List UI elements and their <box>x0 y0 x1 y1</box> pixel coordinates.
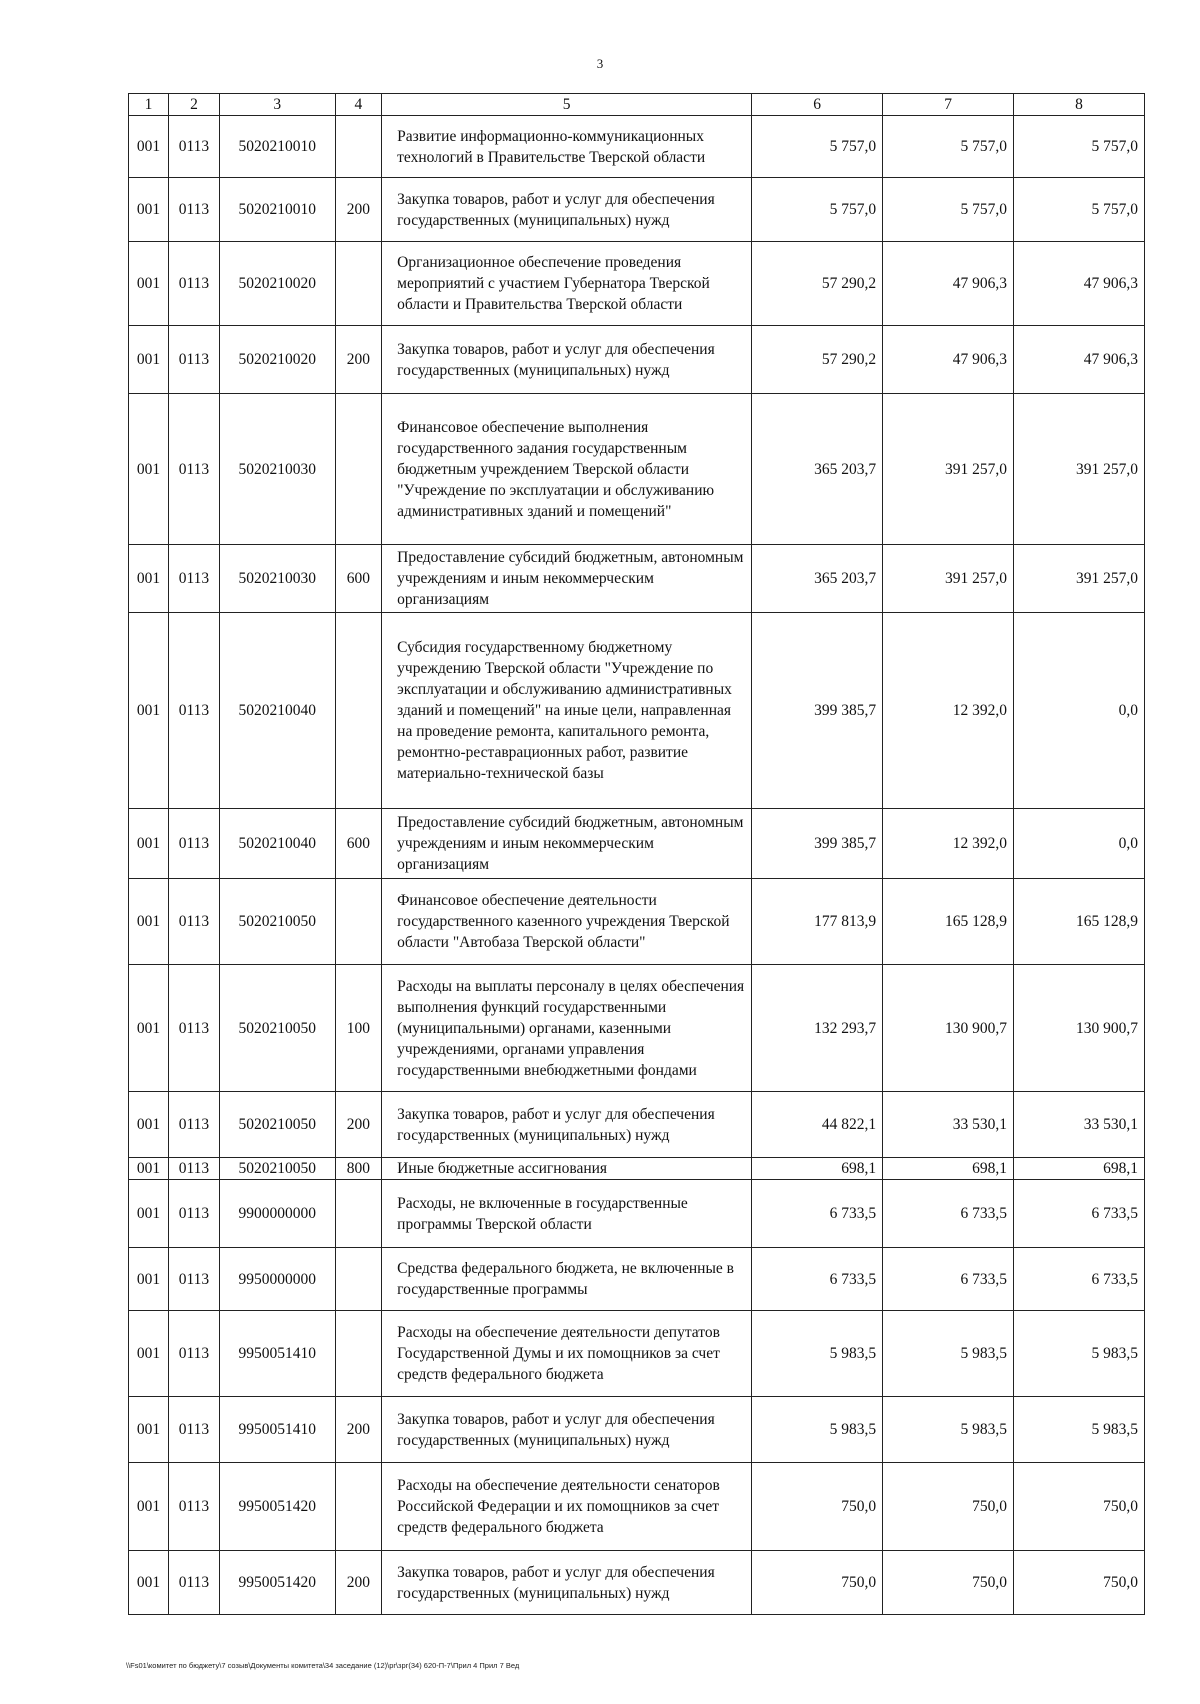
header-cell-3: 3 <box>219 94 335 116</box>
table-row <box>129 1397 1145 1463</box>
cell-value-col6: 5 757,0 <box>752 178 883 242</box>
cell-value-col7: 750,0 <box>883 1463 1014 1551</box>
cell-target-article: 5020210020 <box>219 326 335 394</box>
cell-value-col7: 5 983,5 <box>883 1311 1014 1397</box>
cell-value-col7: 47 906,3 <box>883 326 1014 394</box>
cell-ministry: 001 <box>129 1092 169 1158</box>
table-body <box>129 116 1145 1615</box>
cell-description: Предоставление субсидий бюджетным, автономным учреждениям и иным некоммерческим организациям <box>382 545 752 613</box>
budget-table <box>128 93 1145 1615</box>
cell-section: 0113 <box>169 1158 220 1180</box>
cell-description: Закупка товаров, работ и услуг для обеспечения государственных (муниципальных) нужд <box>382 1551 752 1615</box>
cell-target-article: 5020210030 <box>219 394 335 545</box>
table-row <box>129 394 1145 545</box>
cell-expense-type: 200 <box>335 1397 382 1463</box>
cell-description: Финансовое обеспечение деятельности государственного казенного учреждения Тверской области "Автобаза Тверской области" <box>382 879 752 965</box>
cell-section: 0113 <box>169 809 220 879</box>
header-cell-7: 7 <box>883 94 1014 116</box>
table-row <box>129 879 1145 965</box>
cell-expense-type <box>335 879 382 965</box>
cell-expense-type: 800 <box>335 1158 382 1180</box>
cell-description: Иные бюджетные ассигнования <box>382 1158 752 1180</box>
cell-description: Предоставление субсидий бюджетным, автономным учреждениям и иным некоммерческим организациям <box>382 809 752 879</box>
cell-target-article: 5020210050 <box>219 965 335 1092</box>
table-row <box>129 1158 1145 1180</box>
table-row <box>129 326 1145 394</box>
cell-target-article: 5020210010 <box>219 116 335 178</box>
cell-expense-type: 200 <box>335 178 382 242</box>
cell-description: Закупка товаров, работ и услуг для обеспечения государственных (муниципальных) нужд <box>382 178 752 242</box>
cell-target-article: 5020210030 <box>219 545 335 613</box>
cell-value-col7: 12 392,0 <box>883 613 1014 809</box>
header-row <box>129 94 1145 116</box>
cell-section: 0113 <box>169 116 220 178</box>
cell-value-col7: 391 257,0 <box>883 545 1014 613</box>
cell-expense-type <box>335 394 382 545</box>
cell-expense-type: 100 <box>335 965 382 1092</box>
cell-value-col8: 130 900,7 <box>1014 965 1145 1092</box>
table-row <box>129 178 1145 242</box>
cell-target-article: 9900000000 <box>219 1180 335 1248</box>
cell-expense-type <box>335 1248 382 1311</box>
cell-description: Расходы на обеспечение деятельности сенаторов Российской Федерации и их помощников за счет средств федерального бюджета <box>382 1463 752 1551</box>
cell-value-col6: 6 733,5 <box>752 1180 883 1248</box>
cell-value-col7: 130 900,7 <box>883 965 1014 1092</box>
header-cell-4: 4 <box>335 94 382 116</box>
cell-value-col8: 0,0 <box>1014 809 1145 879</box>
cell-section: 0113 <box>169 1551 220 1615</box>
cell-value-col6: 365 203,7 <box>752 394 883 545</box>
cell-value-col6: 6 733,5 <box>752 1248 883 1311</box>
cell-target-article: 5020210050 <box>219 879 335 965</box>
cell-section: 0113 <box>169 613 220 809</box>
cell-description: Средства федерального бюджета, не включенные в государственные программы <box>382 1248 752 1311</box>
cell-value-col8: 391 257,0 <box>1014 545 1145 613</box>
cell-expense-type <box>335 1463 382 1551</box>
table-row <box>129 1092 1145 1158</box>
cell-target-article: 9950051420 <box>219 1551 335 1615</box>
header-cell-6: 6 <box>752 94 883 116</box>
cell-section: 0113 <box>169 1248 220 1311</box>
cell-ministry: 001 <box>129 879 169 965</box>
cell-value-col7: 33 530,1 <box>883 1092 1014 1158</box>
cell-value-col8: 698,1 <box>1014 1158 1145 1180</box>
cell-value-col7: 5 983,5 <box>883 1397 1014 1463</box>
cell-ministry: 001 <box>129 178 169 242</box>
cell-target-article: 5020210050 <box>219 1092 335 1158</box>
cell-ministry: 001 <box>129 1158 169 1180</box>
cell-target-article: 9950000000 <box>219 1248 335 1311</box>
cell-section: 0113 <box>169 1311 220 1397</box>
cell-value-col8: 0,0 <box>1014 613 1145 809</box>
cell-expense-type <box>335 1311 382 1397</box>
table-row <box>129 1311 1145 1397</box>
cell-ministry: 001 <box>129 326 169 394</box>
header-cell-8: 8 <box>1014 94 1145 116</box>
cell-target-article: 9950051420 <box>219 1463 335 1551</box>
cell-value-col8: 165 128,9 <box>1014 879 1145 965</box>
cell-section: 0113 <box>169 1180 220 1248</box>
cell-value-col8: 47 906,3 <box>1014 242 1145 326</box>
header-cell-2: 2 <box>169 94 220 116</box>
cell-value-col6: 177 813,9 <box>752 879 883 965</box>
cell-section: 0113 <box>169 545 220 613</box>
table-row <box>129 242 1145 326</box>
cell-section: 0113 <box>169 1397 220 1463</box>
cell-section: 0113 <box>169 242 220 326</box>
table-row <box>129 965 1145 1092</box>
cell-value-col7: 6 733,5 <box>883 1248 1014 1311</box>
cell-value-col7: 47 906,3 <box>883 242 1014 326</box>
cell-target-article: 5020210010 <box>219 178 335 242</box>
cell-section: 0113 <box>169 965 220 1092</box>
cell-description: Расходы, не включенные в государственные программы Тверской области <box>382 1180 752 1248</box>
cell-value-col8: 47 906,3 <box>1014 326 1145 394</box>
cell-ministry: 001 <box>129 809 169 879</box>
cell-value-col6: 750,0 <box>752 1463 883 1551</box>
cell-value-col7: 391 257,0 <box>883 394 1014 545</box>
cell-target-article: 5020210050 <box>219 1158 335 1180</box>
cell-value-col8: 5 983,5 <box>1014 1397 1145 1463</box>
cell-description: Закупка товаров, работ и услуг для обеспечения государственных (муниципальных) нужд <box>382 326 752 394</box>
cell-ministry: 001 <box>129 965 169 1092</box>
cell-value-col8: 5 757,0 <box>1014 178 1145 242</box>
cell-description: Финансовое обеспечение выполнения государственного задания государственным бюджетным учреждением Тверской области "Учреждение по эксплуатации и обслуживанию административных зданий и помещений" <box>382 394 752 545</box>
cell-value-col6: 57 290,2 <box>752 242 883 326</box>
cell-expense-type: 200 <box>335 1092 382 1158</box>
cell-ministry: 001 <box>129 1551 169 1615</box>
cell-target-article: 5020210040 <box>219 613 335 809</box>
cell-ministry: 001 <box>129 116 169 178</box>
cell-value-col7: 12 392,0 <box>883 809 1014 879</box>
header-cell-5: 5 <box>382 94 752 116</box>
cell-section: 0113 <box>169 178 220 242</box>
cell-value-col7: 5 757,0 <box>883 178 1014 242</box>
cell-expense-type <box>335 1180 382 1248</box>
page-number: 3 <box>596 56 604 71</box>
cell-value-col6: 698,1 <box>752 1158 883 1180</box>
cell-value-col8: 6 733,5 <box>1014 1180 1145 1248</box>
cell-description: Субсидия государственному бюджетному учреждению Тверской области "Учреждение по эксплуатации и обслуживанию административных зданий и помещений" на иные цели, направленная на проведение ремонта, капитального ремонта, ремонтно-реставрационных работ, развитие материально-технической базы <box>382 613 752 809</box>
cell-value-col8: 750,0 <box>1014 1551 1145 1615</box>
table-row <box>129 1180 1145 1248</box>
cell-ministry: 001 <box>129 1463 169 1551</box>
table-row <box>129 1551 1145 1615</box>
cell-description: Закупка товаров, работ и услуг для обеспечения государственных (муниципальных) нужд <box>382 1092 752 1158</box>
cell-value-col7: 750,0 <box>883 1551 1014 1615</box>
cell-ministry: 001 <box>129 613 169 809</box>
cell-ministry: 001 <box>129 1397 169 1463</box>
cell-value-col6: 5 757,0 <box>752 116 883 178</box>
cell-value-col7: 5 757,0 <box>883 116 1014 178</box>
file-path-footer: \\Fs01\комитет по бюджету\7 созыв\Документы комитета\34 заседание (12)\pr\зрг(34) 620-П-7\Прил 4 Прил 7 Вед <box>126 1661 520 1670</box>
cell-section: 0113 <box>169 1463 220 1551</box>
cell-expense-type <box>335 242 382 326</box>
cell-section: 0113 <box>169 394 220 545</box>
cell-target-article: 9950051410 <box>219 1397 335 1463</box>
cell-ministry: 001 <box>129 394 169 545</box>
cell-ministry: 001 <box>129 1248 169 1311</box>
cell-description: Организационное обеспечение проведения мероприятий с участием Губернатора Тверской области и Правительства Тверской области <box>382 242 752 326</box>
cell-section: 0113 <box>169 1092 220 1158</box>
cell-ministry: 001 <box>129 545 169 613</box>
cell-expense-type: 600 <box>335 545 382 613</box>
cell-description: Развитие информационно-коммуникационных технологий в Правительстве Тверской области <box>382 116 752 178</box>
cell-value-col7: 698,1 <box>883 1158 1014 1180</box>
cell-value-col6: 57 290,2 <box>752 326 883 394</box>
cell-target-article: 5020210020 <box>219 242 335 326</box>
cell-value-col7: 6 733,5 <box>883 1180 1014 1248</box>
cell-value-col8: 33 530,1 <box>1014 1092 1145 1158</box>
cell-value-col8: 5 757,0 <box>1014 116 1145 178</box>
cell-value-col6: 44 822,1 <box>752 1092 883 1158</box>
cell-expense-type <box>335 613 382 809</box>
cell-value-col6: 399 385,7 <box>752 809 883 879</box>
cell-description: Расходы на выплаты персоналу в целях обеспечения выполнения функций государственными (муниципальными) органами, казенными учреждениями, органами управления государственными внебюджетными фондами <box>382 965 752 1092</box>
cell-value-col7: 165 128,9 <box>883 879 1014 965</box>
cell-value-col6: 5 983,5 <box>752 1311 883 1397</box>
cell-value-col6: 399 385,7 <box>752 613 883 809</box>
cell-value-col8: 6 733,5 <box>1014 1248 1145 1311</box>
table-row <box>129 613 1145 809</box>
cell-expense-type <box>335 116 382 178</box>
cell-target-article: 9950051410 <box>219 1311 335 1397</box>
cell-expense-type: 600 <box>335 809 382 879</box>
cell-target-article: 5020210040 <box>219 809 335 879</box>
cell-value-col8: 5 983,5 <box>1014 1311 1145 1397</box>
cell-value-col6: 5 983,5 <box>752 1397 883 1463</box>
cell-value-col8: 750,0 <box>1014 1463 1145 1551</box>
cell-expense-type: 200 <box>335 326 382 394</box>
table-row <box>129 809 1145 879</box>
table-row <box>129 1463 1145 1551</box>
cell-ministry: 001 <box>129 1311 169 1397</box>
cell-description: Закупка товаров, работ и услуг для обеспечения государственных (муниципальных) нужд <box>382 1397 752 1463</box>
cell-value-col6: 750,0 <box>752 1551 883 1615</box>
cell-description: Расходы на обеспечение деятельности депутатов Государственной Думы и их помощников за счет средств федерального бюджета <box>382 1311 752 1397</box>
cell-ministry: 001 <box>129 1180 169 1248</box>
cell-ministry: 001 <box>129 242 169 326</box>
cell-section: 0113 <box>169 326 220 394</box>
table-row <box>129 545 1145 613</box>
cell-section: 0113 <box>169 879 220 965</box>
cell-expense-type: 200 <box>335 1551 382 1615</box>
cell-value-col6: 132 293,7 <box>752 965 883 1092</box>
table-row <box>129 1248 1145 1311</box>
cell-value-col8: 391 257,0 <box>1014 394 1145 545</box>
header-cell-1: 1 <box>129 94 169 116</box>
cell-value-col6: 365 203,7 <box>752 545 883 613</box>
table-row <box>129 116 1145 178</box>
